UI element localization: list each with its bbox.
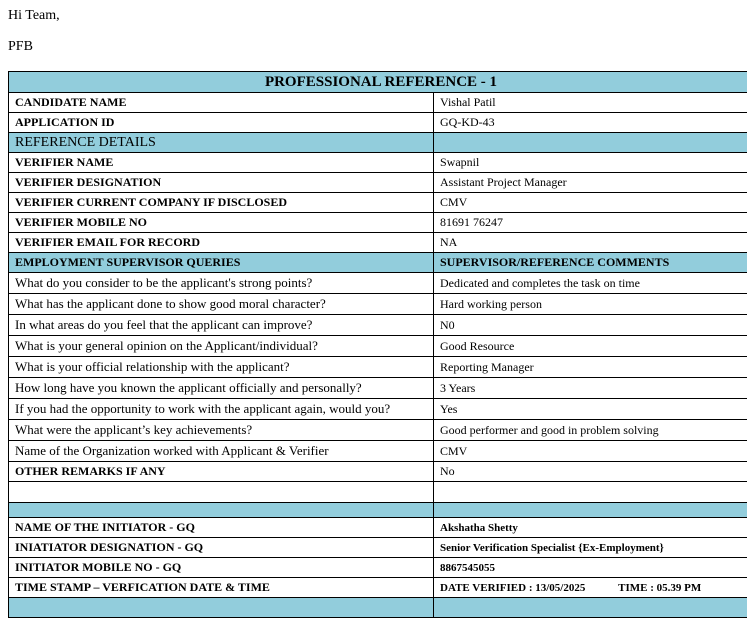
verifier-rows — [9, 153, 747, 253]
queries-header-row — [9, 253, 747, 273]
query-row — [9, 420, 747, 441]
initiator-name-row — [9, 518, 747, 538]
verifier-value: NA — [434, 233, 747, 253]
verifier-label: VERIFIER NAME — [9, 153, 434, 173]
spacer-cell — [434, 482, 747, 503]
application-id-value: GQ-KD-43 — [434, 113, 747, 133]
greeting: Hi Team, — [8, 8, 60, 24]
query-question: What has the applicant done to show good moral character? — [9, 294, 434, 315]
query-question: What were the applicant’s key achievements? — [9, 420, 434, 441]
queries-header-right: SUPERVISOR/REFERENCE COMMENTS — [434, 253, 747, 273]
remarks-label: OTHER REMARKS IF ANY — [9, 462, 434, 482]
query-row — [9, 378, 747, 399]
verifier-label: VERIFIER EMAIL FOR RECORD — [9, 233, 434, 253]
query-answer: Good performer and good in problem solving — [434, 420, 747, 441]
timestamp-label: TIME STAMP – VERFICATION DATE & TIME — [9, 578, 434, 598]
verifier-value: Assistant Project Manager — [434, 173, 747, 193]
reference-details-row — [9, 133, 747, 153]
time-verified: TIME : 05.39 PM — [618, 582, 701, 594]
verifier-row — [9, 193, 747, 213]
query-question: In what areas do you feel that the applicant can improve? — [9, 315, 434, 336]
verifier-value: Swapnil — [434, 153, 747, 173]
query-question: If you had the opportunity to work with the applicant again, would you? — [9, 399, 434, 420]
divider-row — [9, 503, 747, 518]
candidate-name-value: Vishal Patil — [434, 93, 747, 113]
query-row — [9, 441, 747, 462]
spacer-cell — [9, 482, 434, 503]
initiator-mobile-label: INITIATOR MOBILE NO - GQ — [9, 558, 434, 578]
initiator-name-label: NAME OF THE INITIATOR - GQ — [9, 518, 434, 538]
query-row — [9, 273, 747, 294]
verifier-label: VERIFIER DESIGNATION — [9, 173, 434, 193]
reference-details-label: REFERENCE DETAILS — [9, 133, 434, 153]
query-row — [9, 399, 747, 420]
candidate-name-label: CANDIDATE NAME — [9, 93, 434, 113]
query-answer: Reporting Manager — [434, 357, 747, 378]
verifier-value: CMV — [434, 193, 747, 213]
query-question: Name of the Organization worked with Applicant & Verifier — [9, 441, 434, 462]
verifier-row — [9, 153, 747, 173]
remarks-row — [9, 462, 747, 482]
spacer-row — [9, 482, 747, 503]
query-row — [9, 294, 747, 315]
verifier-value: 81691 76247 — [434, 213, 747, 233]
initiator-mobile-value: 8867545055 — [434, 558, 747, 578]
remarks-value: No — [434, 462, 747, 482]
pfb-text: PFB — [8, 39, 33, 55]
query-answer: Hard working person — [434, 294, 747, 315]
query-answer: 3 Years — [434, 378, 747, 399]
timestamp-row — [9, 578, 747, 598]
verifier-row — [9, 173, 747, 193]
application-id-row — [9, 113, 747, 133]
query-row — [9, 336, 747, 357]
query-row — [9, 357, 747, 378]
query-question: What is your official relationship with the applicant? — [9, 357, 434, 378]
footer-cell — [9, 598, 434, 618]
query-rows — [9, 273, 747, 462]
table-title: PROFESSIONAL REFERENCE - 1 — [9, 72, 747, 93]
initiator-designation-value: Senior Verification Specialist {Ex-Employment} — [434, 538, 747, 558]
verifier-label: VERIFIER CURRENT COMPANY IF DISCLOSED — [9, 193, 434, 213]
reference-details-blank — [434, 133, 747, 153]
date-verified: DATE VERIFIED : 13/05/2025 — [440, 582, 585, 594]
timestamp-value — [434, 578, 747, 598]
initiator-designation-label: INIATIATOR DESIGNATION - GQ — [9, 538, 434, 558]
query-answer: Good Resource — [434, 336, 747, 357]
footer-cell — [434, 598, 747, 618]
verifier-row — [9, 233, 747, 253]
divider-cell — [434, 503, 747, 518]
initiator-mobile-row — [9, 558, 747, 578]
queries-header-left: EMPLOYMENT SUPERVISOR QUERIES — [9, 253, 434, 273]
verifier-label: VERIFIER MOBILE NO — [9, 213, 434, 233]
query-answer: Dedicated and completes the task on time — [434, 273, 747, 294]
title-row — [9, 72, 747, 93]
query-question: What do you consider to be the applicant's strong points? — [9, 273, 434, 294]
query-question: What is your general opinion on the Applicant/individual? — [9, 336, 434, 357]
query-question: How long have you known the applicant officially and personally? — [9, 378, 434, 399]
query-answer: Yes — [434, 399, 747, 420]
reference-table — [8, 71, 747, 618]
application-id-label: APPLICATION ID — [9, 113, 434, 133]
footer-row — [9, 598, 747, 618]
initiator-name-value: Akshatha Shetty — [434, 518, 747, 538]
candidate-name-row — [9, 93, 747, 113]
initiator-designation-row — [9, 538, 747, 558]
query-answer: N0 — [434, 315, 747, 336]
query-row — [9, 315, 747, 336]
divider-cell — [9, 503, 434, 518]
query-answer: CMV — [434, 441, 747, 462]
verifier-row — [9, 213, 747, 233]
